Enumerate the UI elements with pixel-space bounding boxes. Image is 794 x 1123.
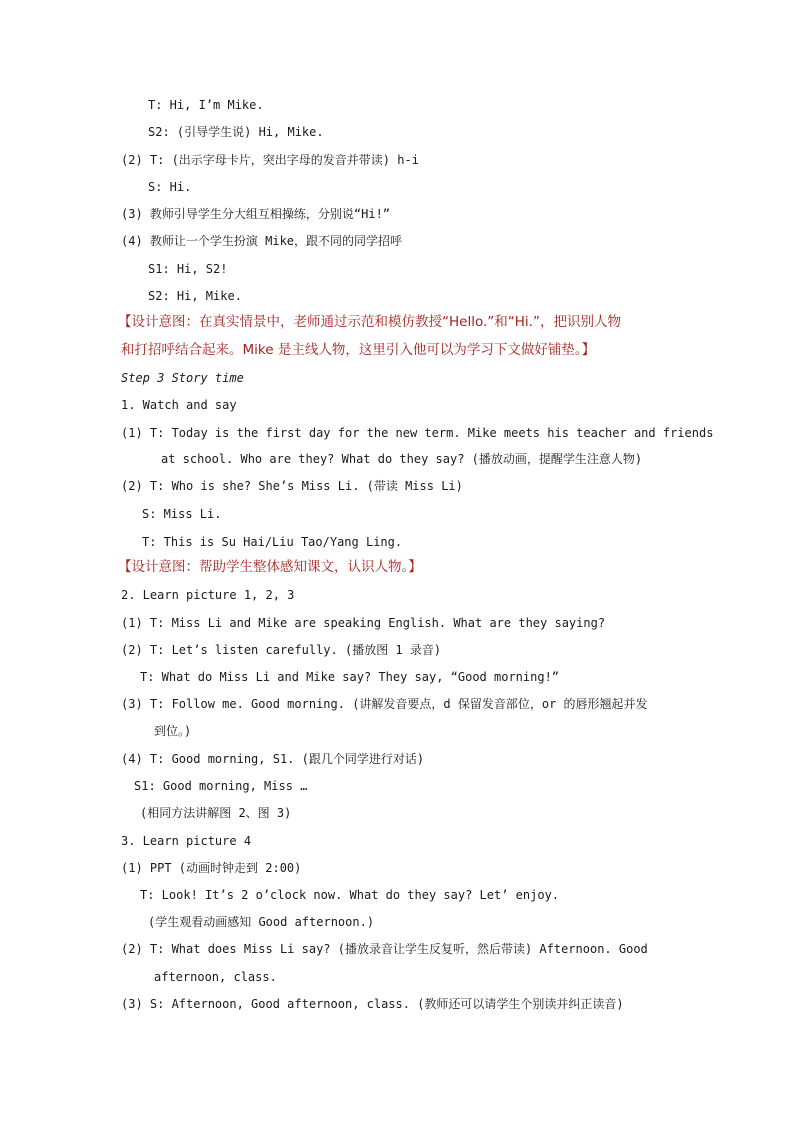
step-line: (4) T: Good morning, S1. (跟几个同学进行对话)	[121, 752, 425, 766]
step-line: (4) 教师让一个学生扮演 Mike，跟不同的同学招呼	[121, 234, 403, 248]
dialogue-line: S1: Hi, S2!	[148, 262, 228, 276]
design-intent-note: 和打招呼结合起来。Mike 是主线人物，这里引入他可以为学习下文做好铺垫。】	[121, 342, 596, 358]
dialogue-line: T: Hi, I’m Mike.	[148, 98, 264, 112]
step-line: (1) T: Today is the first day for the new term. Mike meets his teacher and friends	[121, 426, 714, 440]
step-line: (3) 教师引导学生分大组互相操练，分别说“Hi!”	[121, 207, 391, 221]
step-line: (2) T: Who is she? She’s Miss Li. (带读 Miss Li)	[121, 479, 463, 493]
note-line: (学生观看动画感知 Good afternoon.)	[148, 915, 375, 929]
dialogue-line: S: Miss Li.	[142, 507, 222, 521]
step-line: (1) T: Miss Li and Mike are speaking English. What are they saying?	[121, 616, 606, 630]
subsection-heading: 3. Learn picture 4	[121, 834, 252, 848]
step-line: (2) T: What does Miss Li say? (播放录音让学生反复听，然后带读) Afternoon. Good	[121, 942, 648, 956]
subsection-heading: 1. Watch and say	[121, 398, 237, 412]
step-line-continued: 到位。)	[154, 724, 192, 738]
dialogue-line: S1: Good morning, Miss …	[134, 779, 308, 793]
step-line: (3) T: Follow me. Good morning. (讲解发音要点，d 保留发音部位，or 的唇形翘起并发	[121, 697, 648, 711]
step-line: (3) S: Afternoon, Good afternoon, class. (教师还可以请学生个别读并纠正读音)	[121, 997, 624, 1011]
dialogue-line: T: What do Miss Li and Mike say? They say, “Good morning!”	[140, 670, 560, 684]
design-intent-note: 【设计意图：在真实情景中，老师通过示范和模仿教授“Hello.”和“Hi.”，把识别人物	[118, 314, 621, 330]
step-line-continued: afternoon, class.	[154, 970, 277, 984]
design-intent-note: 【设计意图：帮助学生整体感知课文，认识人物。】	[118, 559, 422, 575]
step-line: (1) PPT (动画时钟走到 2:00)	[121, 861, 302, 875]
dialogue-line: S: Hi.	[148, 180, 192, 194]
dialogue-line: S2: (引导学生说) Hi, Mike.	[148, 125, 324, 139]
note-line: (相同方法讲解图 2、图 3)	[140, 806, 292, 820]
step-line: (2) T: (出示字母卡片，突出字母的发音并带读) h-i	[121, 153, 419, 167]
dialogue-line: T: This is Su Hai/Liu Tao/Yang Ling.	[142, 535, 403, 549]
subsection-heading: 2. Learn picture 1, 2, 3	[121, 588, 295, 602]
dialogue-line: T: Look! It’s 2 o’clock now. What do they say? Let’ enjoy.	[140, 888, 560, 902]
section-heading: Step 3 Story time	[121, 371, 244, 385]
step-line: (2) T: Let’s listen carefully. (播放图 1 录音)	[121, 643, 442, 657]
step-line-continued: at school. Who are they? What do they say? (播放动画，提醒学生注意人物)	[161, 452, 643, 466]
dialogue-line: S2: Hi, Mike.	[148, 289, 242, 303]
